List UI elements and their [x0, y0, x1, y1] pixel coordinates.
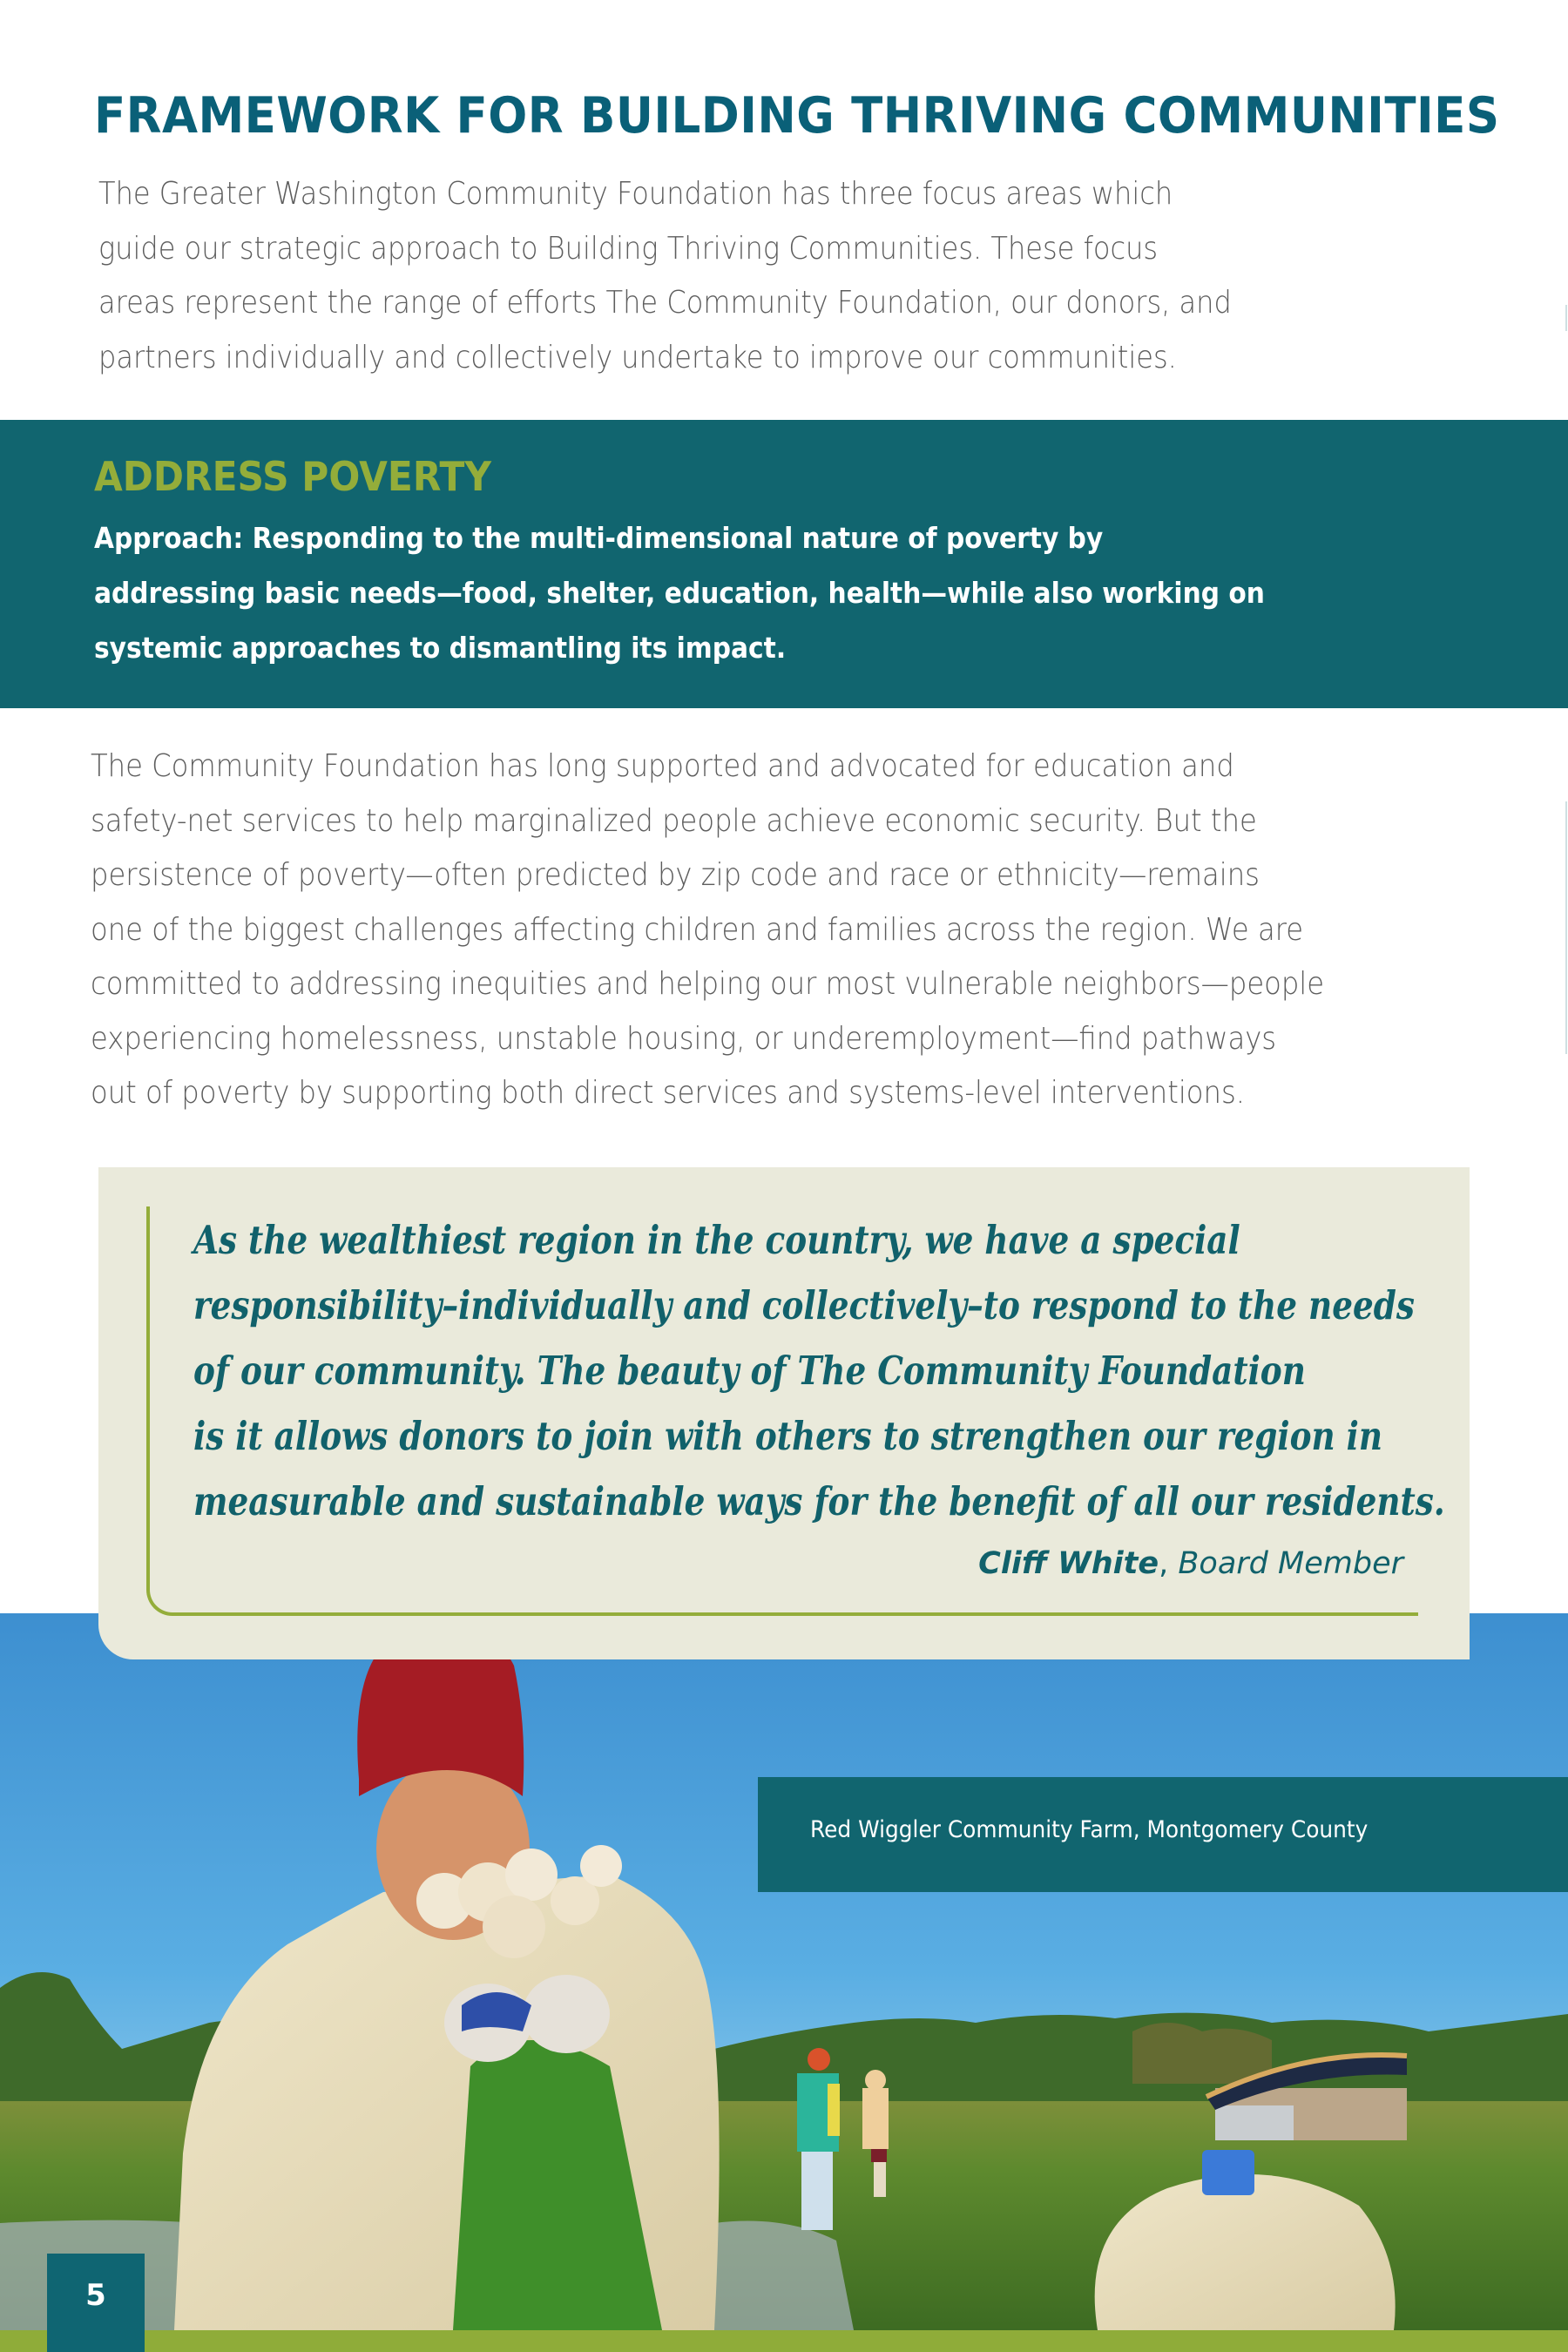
focus-area-heading: ADDRESS POVERTY: [94, 453, 492, 500]
photo-caption: Red Wiggler Community Farm, Montgomery County: [810, 1816, 1369, 1843]
page-number: 5: [85, 2278, 106, 2313]
body-line: out of poverty by supporting both direct services and systems-level interventions.: [91, 1075, 1245, 1111]
intro-line: guide our strategic approach to Building Thriving Communities. These focus: [98, 230, 1159, 267]
quote-line: As the wealthiest region in the country, we have a special: [193, 1217, 1240, 1263]
farm-photo-illustration: [0, 1613, 1568, 2330]
farm-photo: [0, 1613, 1568, 2330]
intro-line: The Greater Washington Community Foundation has three focus areas which: [98, 176, 1173, 212]
approach-line: addressing basic needs—food, shelter, education, health—while also working on: [94, 576, 1265, 610]
quote-line: responsibility–individually and collectively–to respond to the needs: [193, 1282, 1415, 1328]
body-line: experiencing homelessness, unstable housing, or underemployment—find pathways: [91, 1020, 1277, 1057]
intro-line: partners individually and collectively undertake to improve our communities.: [98, 339, 1177, 375]
approach-statement: [94, 510, 1265, 675]
quote-author-role: Board Member: [1168, 1546, 1403, 1581]
body-line: safety-net services to help marginalized people achieve economic security. But the: [91, 802, 1257, 839]
body-line: committed to addressing inequities and helping our most vulnerable neighbors—people: [91, 966, 1325, 1002]
pull-quote: [193, 1207, 1445, 1534]
edge-divider: [1565, 801, 1567, 1054]
approach-line: Approach: Responding to the multi-dimensional nature of poverty by: [94, 521, 1104, 555]
quote-line: measurable and sustainable ways for the benefit of all our residents.: [193, 1478, 1445, 1524]
attribution-separator: ,: [1159, 1546, 1169, 1581]
quote-author: Cliff White: [978, 1546, 1159, 1581]
quote-attribution: [978, 1546, 1403, 1581]
body-line: persistence of poverty—often predicted by zip code and race or ethnicity—remains: [91, 857, 1260, 893]
body-line: one of the biggest challenges affecting children and families across the region. We are: [91, 911, 1304, 948]
basket: [1202, 2150, 1254, 2195]
body-line: The Community Foundation has long supported and advocated for education and: [91, 748, 1234, 784]
edge-divider: [1565, 305, 1567, 331]
intro-line: areas represent the range of efforts The Community Foundation, our donors, and: [98, 285, 1232, 321]
page-title: FRAMEWORK FOR BUILDING THRIVING COMMUNITIES: [94, 87, 1500, 145]
approach-line: systemic approaches to dismantling its impact.: [94, 631, 787, 665]
footer-bar: [0, 2330, 1568, 2352]
quote-line: is it allows donors to join with others to strengthen our region in: [193, 1413, 1383, 1459]
intro-paragraph: [98, 167, 1232, 385]
body-paragraph: [91, 740, 1324, 1121]
quote-line: of our community. The beauty of The Community Foundation: [193, 1348, 1306, 1394]
